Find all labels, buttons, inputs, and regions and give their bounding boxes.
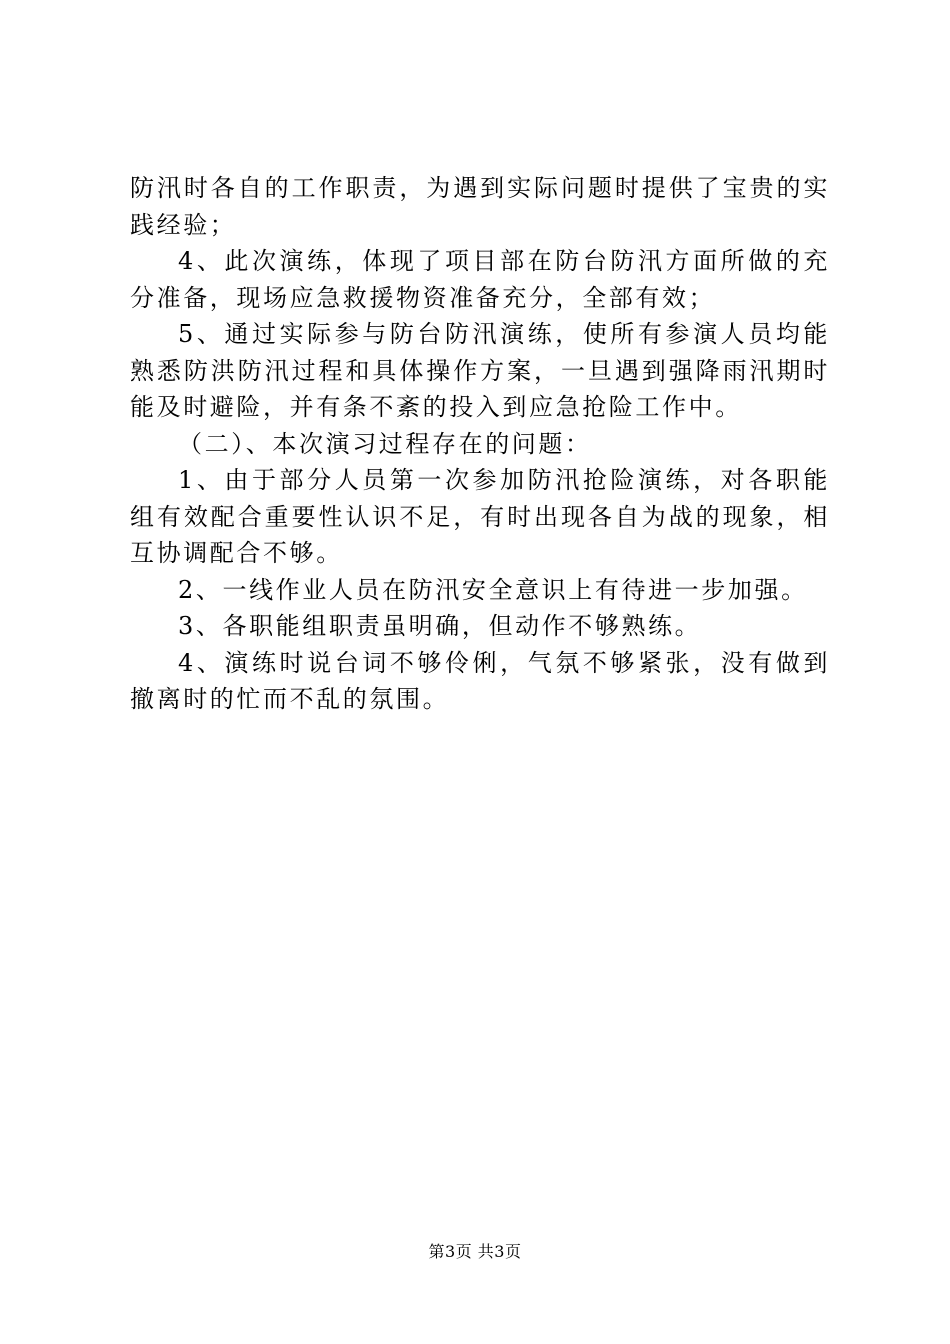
- page-number-footer: 第3页 共3页: [428, 1242, 522, 1261]
- paragraph-problem-1: 1、由于部分人员第一次参加防汛抢险演练，对各职能组有效配合重要性认识不足，有时出现各自为战的现象，相互协调配合不够。: [130, 466, 830, 567]
- paragraph-item-4: 4、此次演练，体现了项目部在防台防汛方面所做的充分准备，现场应急救援物资准备充分，全部有效；: [130, 247, 830, 312]
- paragraph-problem-2: 2、一线作业人员在防汛安全意识上有待进一步加强。: [178, 575, 808, 604]
- section-heading-problems: （二）、本次演习过程存在的问题：: [178, 429, 592, 458]
- document-body: [130, 170, 830, 718]
- paragraph-continuation: 防汛时各自的工作职责，为遇到实际问题时提供了宝贵的实践经验；: [130, 174, 830, 239]
- paragraph-problem-3: 3、各职能组职责虽明确，但动作不够熟练。: [178, 612, 702, 640]
- paragraph-problem-4: 4、演练时说台词不够伶俐，气氛不够紧张，没有做到撤离时的忙而不乱的氛围。: [130, 648, 830, 713]
- paragraph-item-5: 5、通过实际参与防台防汛演练，使所有参演人员均能熟悉防洪防汛过程和具体操作方案，一旦遇到强降雨汛期时能及时避险，并有条不紊的投入到应急抢险工作中。: [130, 320, 830, 421]
